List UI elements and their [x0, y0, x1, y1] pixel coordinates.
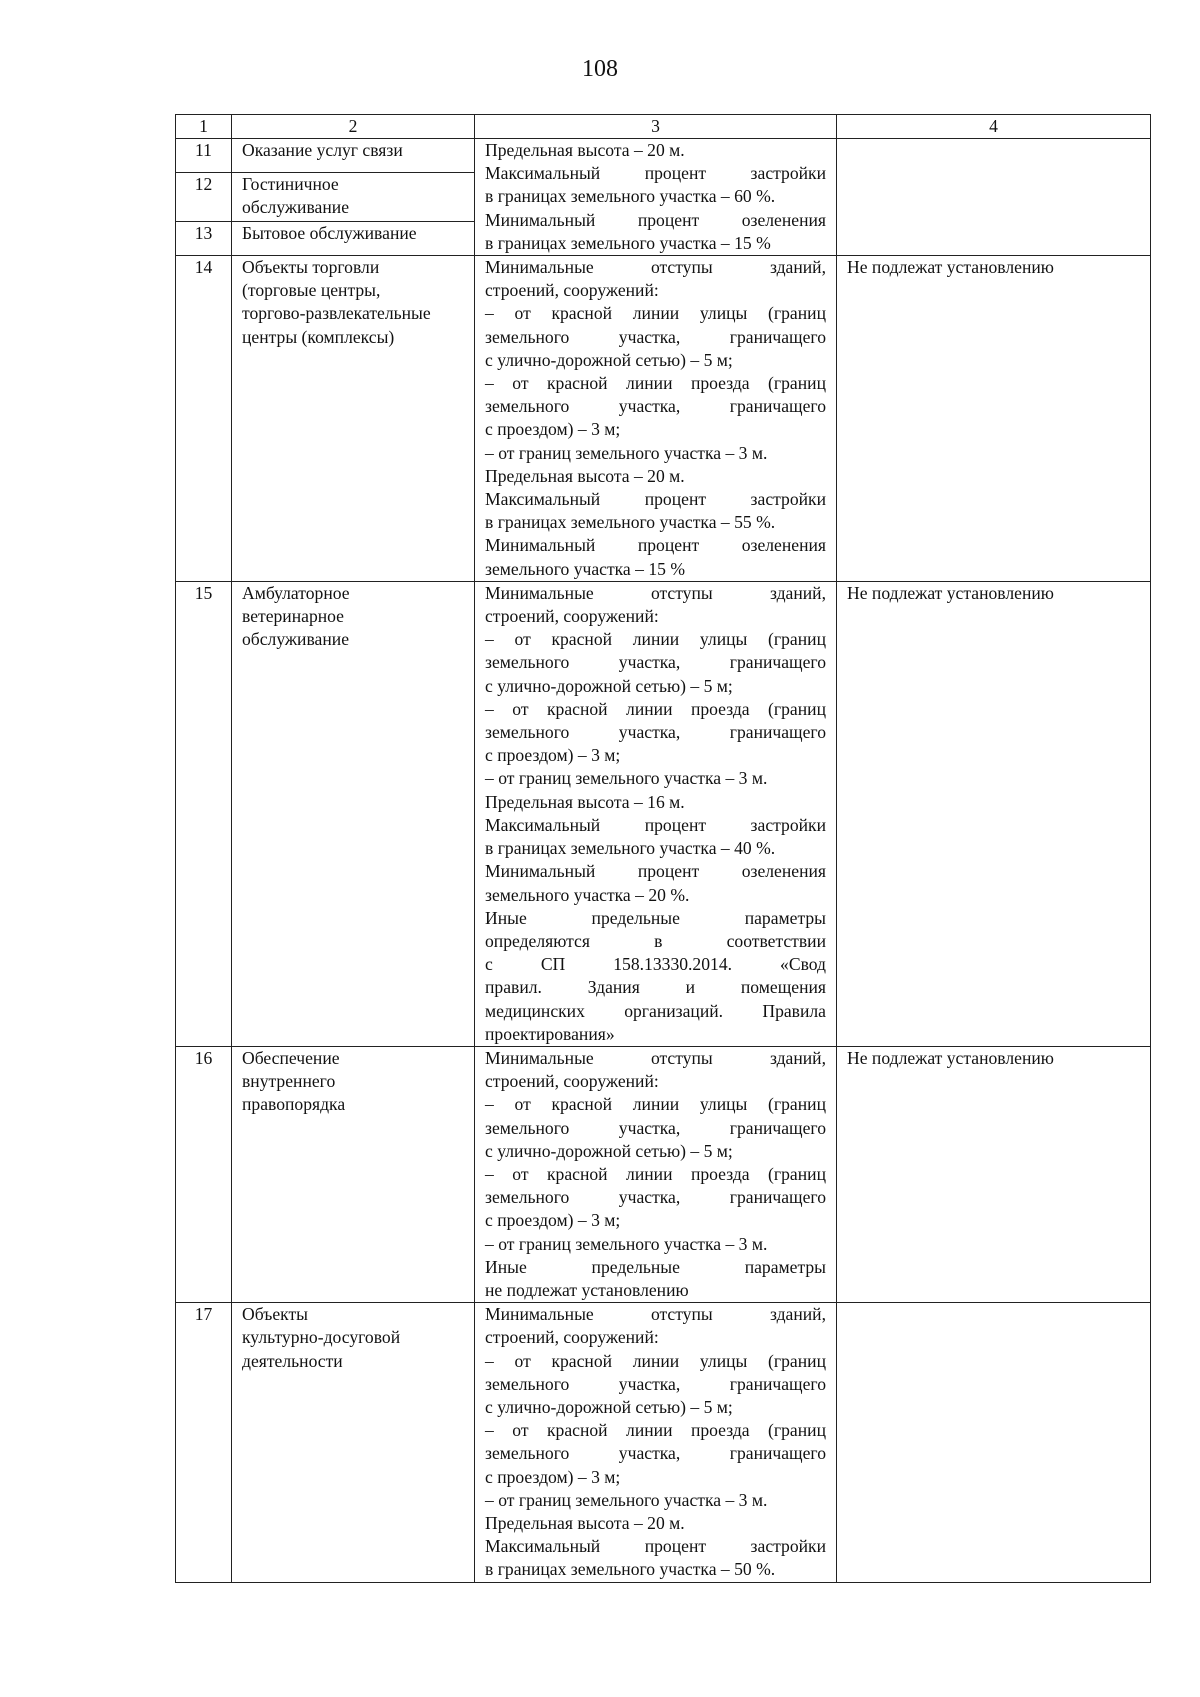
use-name — [232, 1046, 475, 1302]
header-row — [176, 115, 1151, 139]
use-name-line: правопорядка — [242, 1094, 346, 1115]
param-line: земельного участка – 15 % — [485, 558, 685, 579]
param-line: – от красной линии проезда (границ — [485, 1163, 826, 1184]
params-cell — [475, 581, 837, 1046]
param-line: Минимальные отступы зданий, — [485, 582, 826, 603]
table-row — [176, 1303, 1151, 1582]
param-line: Иные предельные параметры — [485, 907, 826, 928]
use-name — [232, 172, 475, 221]
param-line: с проездом) – 3 м; — [485, 1466, 621, 1487]
param-line: проектирования» — [485, 1023, 615, 1044]
param-line: Минимальный процент озеленения — [485, 535, 826, 556]
header-col-4: 4 — [837, 115, 1151, 139]
param-line: в границах земельного участка – 55 %. — [485, 512, 776, 533]
param-line: Минимальные отступы зданий, — [485, 257, 826, 278]
use-name-line: деятельности — [242, 1350, 343, 1371]
row-number: 13 — [176, 222, 232, 256]
use-name-line: Объекты — [242, 1304, 308, 1325]
param-line: с улично-дорожной сетью) – 5 м; — [485, 349, 733, 370]
regulations-table — [175, 114, 1151, 1583]
param-line: земельного участка, граничащего — [485, 396, 826, 417]
use-name-line: торгово-развлекательные — [242, 303, 431, 324]
param-line: в границах земельного участка – 40 %. — [485, 838, 776, 859]
param-line: с улично-дорожной сетью) – 5 м; — [485, 675, 733, 696]
use-name-line: Оказание услуг связи — [242, 140, 403, 160]
use-name — [232, 1303, 475, 1582]
param-line: строений, сооружений: — [485, 606, 659, 627]
param-line: в границах земельного участка – 60 %. — [485, 186, 776, 207]
param-line: не подлежат установлению — [485, 1279, 689, 1300]
use-name-line: центры (комплексы) — [242, 326, 395, 347]
params-cell — [475, 256, 837, 582]
use-name-line: (торговые центры, — [242, 280, 381, 301]
param-line: земельного участка, граничащего — [485, 1373, 826, 1394]
extra-cell — [837, 139, 1151, 256]
param-line: Максимальный процент застройки — [485, 163, 826, 184]
param-line: в границах земельного участка – 50 %. — [485, 1559, 776, 1580]
param-line: Минимальные отступы зданий, — [485, 1047, 826, 1068]
extra-cell: Не подлежат установлению — [837, 581, 1151, 1046]
param-line: – от красной линии улицы (границ — [485, 629, 826, 650]
param-line: Максимальный процент застройки — [485, 489, 826, 510]
param-line: – от красной линии улицы (границ — [485, 303, 826, 324]
param-line: земельного участка, граничащего — [485, 1443, 826, 1464]
param-line: с СП 158.13330.2014. «Свод — [485, 954, 826, 975]
params-cell — [475, 139, 837, 256]
table-row — [176, 139, 1151, 173]
row-number: 12 — [176, 172, 232, 221]
param-line: строений, сооружений: — [485, 1327, 659, 1348]
param-line: с улично-дорожной сетью) – 5 м; — [485, 1396, 733, 1417]
table-row — [176, 256, 1151, 582]
use-name — [232, 256, 475, 582]
page-number: 108 — [582, 56, 618, 82]
param-line: медицинских организаций. Правила — [485, 1000, 826, 1021]
use-name — [232, 139, 475, 173]
param-line: – от границ земельного участка – 3 м. — [485, 1233, 768, 1254]
use-name — [232, 581, 475, 1046]
param-line: земельного участка, граничащего — [485, 1117, 826, 1138]
use-name-line: внутреннего — [242, 1071, 336, 1092]
param-line: в границах земельного участка – 15 % — [485, 232, 771, 253]
param-line: Минимальный процент озеленения — [485, 861, 826, 882]
param-line: Минимальные отступы зданий, — [485, 1304, 826, 1325]
param-line: Минимальный процент озеленения — [485, 209, 826, 230]
param-line: – от красной линии проезда (границ — [485, 698, 826, 719]
use-name-line: обслуживание — [242, 629, 349, 650]
param-line: земельного участка, граничащего — [485, 1187, 826, 1208]
param-line: – от границ земельного участка – 3 м. — [485, 442, 768, 463]
params-cell — [475, 1046, 837, 1302]
use-name-line: Амбулаторное — [242, 582, 350, 603]
use-name-line: культурно-досуговой — [242, 1327, 401, 1348]
row-number: 15 — [176, 581, 232, 1046]
param-line: земельного участка, граничащего — [485, 652, 826, 673]
param-line: правил. Здания и помещения — [485, 977, 826, 998]
param-line: строений, сооружений: — [485, 1071, 659, 1092]
param-line: строений, сооружений: — [485, 280, 659, 301]
param-line: Иные предельные параметры — [485, 1256, 826, 1277]
row-number: 17 — [176, 1303, 232, 1582]
use-name-line: Бытовое обслуживание — [242, 223, 417, 244]
param-line: – от красной линии проезда (границ — [485, 373, 826, 394]
use-name-line: Обеспечение — [242, 1047, 340, 1068]
param-line: Предельная высота – 16 м. — [485, 791, 685, 812]
row-number: 16 — [176, 1046, 232, 1302]
param-line: Предельная высота – 20 м. — [485, 465, 685, 486]
param-line: – от границ земельного участка – 3 м. — [485, 1489, 768, 1510]
param-line: – от красной линии улицы (границ — [485, 1350, 826, 1371]
use-name-line: ветеринарное — [242, 606, 344, 627]
header-col-1: 1 — [176, 115, 232, 139]
param-line: Максимальный процент застройки — [485, 1536, 826, 1557]
param-line: – от красной линии проезда (границ — [485, 1420, 826, 1441]
header-col-3: 3 — [475, 115, 837, 139]
param-line: земельного участка, граничащего — [485, 722, 826, 743]
table-row — [176, 581, 1151, 1046]
table-row — [176, 1046, 1151, 1302]
param-line: Предельная высота – 20 м. — [485, 140, 685, 160]
param-line: земельного участка, граничащего — [485, 326, 826, 347]
param-line: с проездом) – 3 м; — [485, 419, 621, 440]
param-line: определяются в соответствии — [485, 930, 826, 951]
use-name-line: Гостиничное — [242, 173, 339, 194]
params-cell — [475, 1303, 837, 1582]
extra-cell: Не подлежат установлению — [837, 256, 1151, 582]
param-line: с проездом) – 3 м; — [485, 1210, 621, 1231]
row-number: 14 — [176, 256, 232, 582]
use-name-line: Объекты торговли — [242, 257, 380, 278]
extra-cell — [837, 1303, 1151, 1582]
param-line: с улично-дорожной сетью) – 5 м; — [485, 1140, 733, 1161]
param-line: земельного участка – 20 %. — [485, 884, 690, 905]
param-line: – от границ земельного участка – 3 м. — [485, 768, 768, 789]
header-col-2: 2 — [232, 115, 475, 139]
param-line: с проездом) – 3 м; — [485, 745, 621, 766]
row-number: 11 — [176, 139, 232, 173]
use-name-line: обслуживание — [242, 197, 349, 218]
param-line: Максимальный процент застройки — [485, 814, 826, 835]
use-name — [232, 222, 475, 256]
param-line: – от красной линии улицы (границ — [485, 1094, 826, 1115]
extra-cell: Не подлежат установлению — [837, 1046, 1151, 1302]
param-line: Предельная высота – 20 м. — [485, 1512, 685, 1533]
